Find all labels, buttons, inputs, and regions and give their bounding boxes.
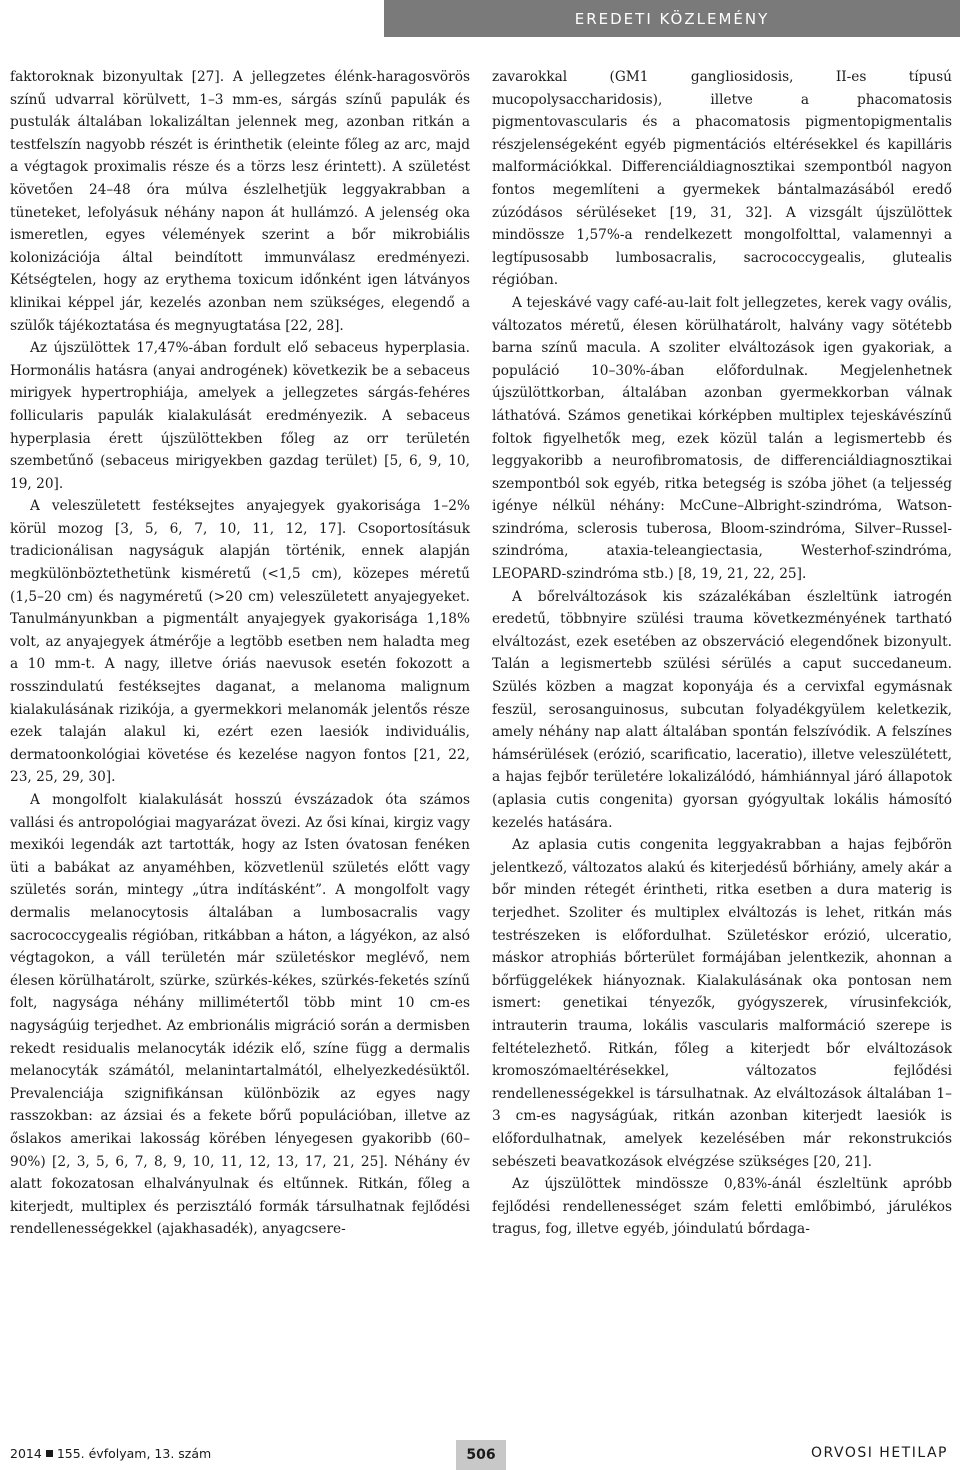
- section-label: EREDETI KÖZLEMÉNY: [574, 9, 770, 28]
- paragraph: faktoroknak bizonyultak [27]. A jellegzetes élénk-haragosvörös színű udvarral körülvett, 1–3 mm-es, sárgás színű papulák és pustulák általában lokalizáltan jelennek meg, azonban ritkán a testfelszín nagyobb részét is érinthetik (eleinte főleg az arc, majd a végtagok proximalis része és a törzs lesz érintett). A születést követően 24–48 óra múlva észlelhetjük leggyakrabban a tüneteket, lefolyásuk néhány napon át hullámzó. A jelenség oka ismeretlen, egyes vélemények szerint a bőr mikrobiális kolonizációja által beindított immunválasz eredményezi. Kétségtelen, hogy az erythema toxicum időnként igen látványos klinikai képpel jár, kezelés azonban nem szükséges, elegendő a szülők tájékoztatása és megnyugtatása [22, 28].: [10, 69, 470, 334]
- page-footer: [0, 1440, 960, 1470]
- right-column: [492, 66, 952, 1241]
- journal-name: ORVOSI HETILAP: [811, 1445, 948, 1461]
- paragraph: A mongolfolt kialakulását hosszú évszázadok óta számos vallási és antropológiai magyarázat övezi. Az ősi kínai, kirgiz vagy mexikói legendák azt tartották, hogy az Isten óvatosan fenéken üti a babákat az anyaméhben, közvetlenül születés előtt vagy születés során, mintegy „útra indításként”. A mongolfolt vagy dermalis melanocytosis általában a lumbosacralis vagy sacrococcygealis régióban, ritkábban a háton, a lágyékon, az alsó végtagokon, a váll területén már születéskor meglévő, nem élesen körülhatárolt, szürke, szürkés-kékes, szürkés-feketés színű folt, nagysága néhány millimétertől több mint 10 cm-es nagyságúig terjedhet. Az embrionális migráció során a dermisben rekedt residualis melanocyták idézik elő, színe függ a dermalis melanocyták számától, melanintartalmától, elhelyezkedésüktől. Prevalenciája szignifikánsan különbözik az egyes nagy rasszokban: az ázsiai és a fekete bőrű populációban, illetve az őslakos amerikai lakosság körében lényegesen gyakoribb (60–90%) [2, 3, 5, 6, 7, 8, 9, 10, 11, 12, 13, 17, 21, 25]. Néhány év alatt fokozatosan elhalványulnak és eltűnnek. Ritkán, főleg a kiterjedt, multiplex és perzisztáló formák társulhatnak fejlődési rendellenességekkel (ajakhasadék), anyagcsere-: [10, 792, 470, 1238]
- left-column: [10, 66, 470, 1241]
- footer-issue: 155. évfolyam, 13. szám: [56, 1446, 212, 1461]
- paragraph: A bőrelváltozások kis százalékában észleltünk iatrogén eredetű, többnyire szülési trauma következményének tartható elváltozást, ezek esetében az obszerváció elegendőnek bizonyult. Talán a legismertebb szülési sérülés a caput succedaneum. Szülés közben a magzat koponyája és a cervixfal egymásnak feszül, serosanguinosus, subcutan folyadékgyülem keletkezik, amely néhány nap alatt általában spontán felszívódik. A felszínes hámsérülések (erózió, scarificatio, laceratio), illetve veleszülétett, a hajas fejbőr területére lokalizálódó, hámhiánnyal járó állapotok (aplasia cutis congenita) gyorsan gyógyultak lokális hámosító kezelés hatására.: [492, 588, 952, 831]
- paragraph: Az újszülöttek 17,47%-ában fordult elő sebaceus hyperplasia. Hormonális hatásra (anyai androgének) következik be a sebaceus mirigyek hypertrophiája, amelyek a jellegzetes sárgás-fehéres follicularis papulák kialakulását eredményezik. A sebaceus hyperplasia érett újszülöttekben főleg az orr területén szembetűnő (sebaceus mirigyekben gazdag terület) [5, 6, 9, 10, 19, 20].: [10, 340, 470, 492]
- paragraph: A veleszületett festéksejtes anyajegyek gyakorisága 1–2% körül mozog [3, 5, 6, 7, 10, 11, 12, 17]. Csoportosításuk tradicionálisan nagyságuk alapján történik, ennek alapján megkülönböztethetünk kisméretű (<1,5 cm), közepes méretű (1,5–20 cm) és nagyméretű (>20 cm) veleszületett anyajegyeket. Tanulmányunkban a pigmentált anyajegyek gyakorisága 1,18% volt, az anyajegyek átmérője a legtöbb esetben nem haladta meg a 10 mm-t. A nagy, illetve óriás naevusok esetén fokozott a rosszindulatú festéksejtes daganat, a melanoma malignum kialakulásának rizikója, a gyermekkori melanomák jelentős része ezek talaján alakul ki, ezért ezen laesiók individuális, dermatoonkológiai követése és kezelése nagyon fontos [21, 22, 23, 25, 29, 30].: [10, 498, 470, 786]
- paragraph: Az újszülöttek mindössze 0,83%-ánál észleltünk apróbb fejlődési rendellenességet szám feletti emlőbimbó, járulékos tragus, fog, illetve egyéb, jóindulatú bőrdaga-: [492, 1176, 952, 1238]
- footer-citation: [10, 1446, 211, 1461]
- paragraph: Az aplasia cutis congenita leggyakrabban a hajas fejbőrön jelentkező, változatos alakú és kiterjedésű bőrhiány, amely akár a bőr minden rétegét érintheti, ritka esetben a dura materig is terjedhet. Szoliter és multiplex elváltozás is lehet, ritkán más testrészeken is előfordulhat. Születéskor erózió, ulceratio, máskor atrophiás bőrterület formájában jelentkezik, ahonnan a bőrfüggelékek hiányoznak. Kialakulásának oka pontosan nem ismert: genetikai tényezők, gyógyszerek, vírusinfekciók, intrauterin trauma, lokális vascularis malformáció szerepe is feltételezhető. Ritkán, főleg a kiterjedt bőr elváltozások kromoszómaeltérésekkel, változatos fejlődési rendellenességekkel is társulhatnak. Az elváltozások általában 1–3 cm-es nagyságúak, ritkán azonban kiterjedt laesiók is előfordulhatnak, amelyek kezelésében már rekonstrukciós sebészeti beavatkozások elvégzése szükséges [20, 21].: [492, 837, 952, 1170]
- paragraph: zavarokkal (GM1 gangliosidosis, II-es típusú mucopolysaccharidosis), illetve a phacomatosis pigmentovascularis és a phacomatosis pigmentopigmentalis részjelenségeként egyéb pigmentációs eltérésekkel és kapilláris malformációkkal. Differenciáldiagnosztikai szempontból nagyon fontos megemlíteni a gyermekek bántalmazásából eredő zúzódásos sérüléseket [19, 31, 32]. A vizsgált újszülöttek mindössze 1,57%-a rendelkezett mongolfolttal, valamennyi a legtípusosabb lumbosacralis, sacrococcygealis, glutealis régióban.: [492, 69, 952, 289]
- paragraph: A tejeskávé vagy café-au-lait folt jellegzetes, kerek vagy ovális, változatos méretű, élesen körülhatárolt, halvány vagy sötétebb barna színű macula. A szoliter elváltozások igen gyakoriak, a populáció 10–30%-ában előfordulnak. Megjelenhetnek újszülöttkorban, általában azonban gyermekkorban válnak láthatóvá. Számos genetikai kórképben multiplex tejeskávészínű foltok figyelhetők meg, ezek közül talán a legismertebb és leggyakoribb a neurofibromatosis, de differenciáldiagnosztikai szempontból sok egyéb, ritka betegség is szóba jöhet (a teljesség igénye nélkül néhány: McCune–Albright-szindróma, Watson-szindróma, sclerosis tuberosa, Bloom-szindróma, Silver–Russel-szindróma, ataxia-teleangiectasia, Westerhof-szindróma, LEOPARD-szindróma stb.) [8, 19, 21, 22, 25].: [492, 294, 952, 583]
- square-bullet-icon: [46, 1450, 53, 1457]
- footer-year: 2014: [10, 1446, 42, 1461]
- page-number: 506: [456, 1440, 506, 1470]
